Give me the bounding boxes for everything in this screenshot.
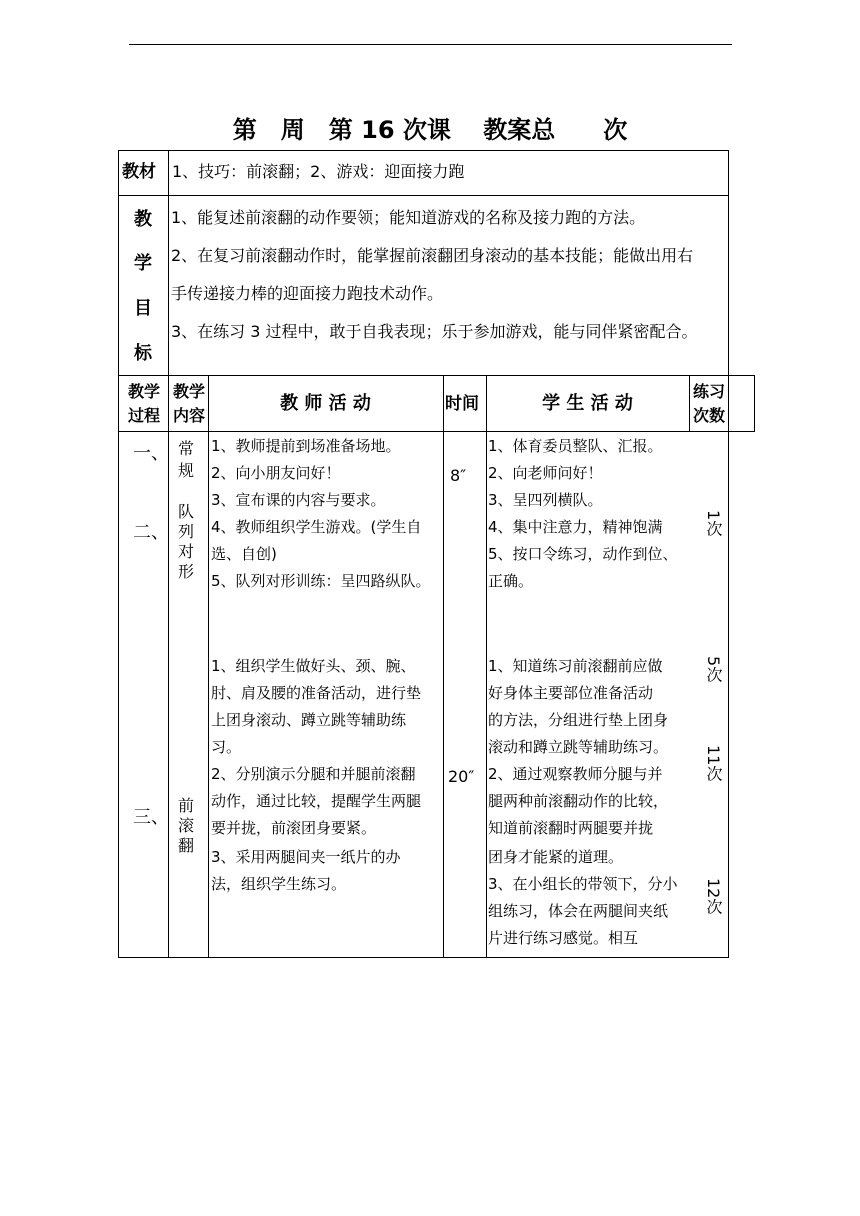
header-extra-cell xyxy=(728,375,755,432)
objective-line: 1、能复述前滚翻的动作要领；能知道游戏的名称及接力跑的方法。 xyxy=(171,208,646,227)
student-line: 3、呈四列横队。 xyxy=(488,491,603,509)
content-char: 列 xyxy=(178,522,195,541)
objectives-label-2: 学 xyxy=(134,253,152,274)
header-content: 教学内容 xyxy=(172,382,205,425)
student-line: 知道前滚翻时两腿要并拢 xyxy=(488,819,654,837)
teacher-line: 2、分别演示分腿和并腿前滚翻 xyxy=(211,765,416,783)
content-char: 队 xyxy=(178,502,195,521)
time-value: 20″ xyxy=(448,767,475,786)
practice-count: 12次 xyxy=(704,878,723,915)
header-teacher: 教 师 活 动 xyxy=(280,393,371,414)
header-process: 教学过程 xyxy=(127,382,160,425)
objectives-divider xyxy=(168,195,169,376)
teacher-line: 1、组织学生做好头、颈、腕、 xyxy=(211,657,416,675)
student-line: 2、向老师问好！ xyxy=(488,464,603,482)
student-line: 4、集中注意力，精神饱满 xyxy=(488,518,663,536)
header-rule xyxy=(129,44,732,45)
teacher-line: 法，组织学生练习。 xyxy=(211,875,347,893)
header-row-divider xyxy=(118,431,755,432)
content-char: 规 xyxy=(178,461,195,480)
teacher-line: 4、教师组织学生游戏。(学生自 xyxy=(211,518,422,536)
page-title: 第 周 第 16 次课 教案总 次 xyxy=(232,116,628,144)
objectives-label-4: 标 xyxy=(134,343,152,364)
col-divider xyxy=(443,375,444,958)
student-line: 正确。 xyxy=(488,572,534,590)
time-value: 8″ xyxy=(450,466,467,485)
student-line: 1、知道练习前滚翻前应做 xyxy=(488,657,663,675)
header-count: 练习次数 xyxy=(692,382,725,425)
teacher-line: 选、自创) xyxy=(211,545,277,563)
objectives-label-1: 教 xyxy=(134,209,152,230)
student-line: 片进行练习感觉。相互 xyxy=(488,929,639,947)
content-char: 对 xyxy=(178,542,195,561)
student-line: 3、在小组长的带领下，分小 xyxy=(488,875,678,893)
teacher-line: 3、采用两腿间夹一纸片的办 xyxy=(211,848,401,866)
teacher-line: 肘、肩及腰的准备活动，进行垫 xyxy=(211,684,422,702)
process-step-2: 二、 xyxy=(133,522,169,543)
practice-count: 5次 xyxy=(704,656,723,683)
col-divider xyxy=(208,375,209,958)
teacher-line: 要并拢，前滚团身要紧。 xyxy=(211,819,377,837)
header-time: 时间 xyxy=(445,394,479,414)
col-divider xyxy=(486,375,487,958)
content-char: 滚 xyxy=(178,816,195,835)
content-char: 翻 xyxy=(178,836,195,855)
student-line: 腿两种前滚翻动作的比较， xyxy=(488,792,669,810)
teacher-line: 习。 xyxy=(211,738,242,756)
student-line: 5、按口令练习，动作到位、 xyxy=(488,545,678,563)
teacher-line: 5、队列对形训练：呈四路纵队。 xyxy=(211,572,431,590)
header-student: 学 生 活 动 xyxy=(542,393,633,414)
material-label: 教材 xyxy=(122,162,156,182)
teacher-line: 3、宣布课的内容与要求。 xyxy=(211,491,386,509)
material-divider xyxy=(168,150,169,196)
process-step-1: 一、 xyxy=(133,443,169,464)
teacher-line: 动作，通过比较，提醒学生两腿 xyxy=(211,792,422,810)
student-line: 滚动和蹲立跳等辅助练习。 xyxy=(488,738,669,756)
objective-line: 3、在练习 3 过程中，敢于自我表现；乐于参加游戏，能与同伴紧密配合。 xyxy=(171,322,698,341)
objectives-label-3: 目 xyxy=(134,298,152,319)
practice-count: 1次 xyxy=(704,510,723,537)
student-line: 团身才能紧的道理。 xyxy=(488,848,624,866)
objective-line: 2、在复习前滚翻动作时，能掌握前滚翻团身滚动的基本技能；能做出用右 xyxy=(171,246,694,265)
student-line: 组练习，体会在两腿间夹纸 xyxy=(488,902,669,920)
content-char: 常 xyxy=(178,439,195,458)
student-line: 好身体主要部位准备活动 xyxy=(488,684,654,702)
content-char: 形 xyxy=(178,562,195,581)
practice-count: 11次 xyxy=(704,745,723,782)
student-line: 2、通过观察教师分腿与并 xyxy=(488,765,663,783)
material-text: 1、技巧：前滚翻；2、游戏：迎面接力跑 xyxy=(172,162,465,181)
student-line: 1、体育委员整队、汇报。 xyxy=(488,437,663,455)
student-line: 的方法，分组进行垫上团身 xyxy=(488,711,669,729)
teacher-line: 上团身滚动、蹲立跳等辅助练 xyxy=(211,711,407,729)
teacher-line: 1、教师提前到场准备场地。 xyxy=(211,437,401,455)
content-char: 前 xyxy=(178,796,195,815)
teacher-line: 2、向小朋友问好！ xyxy=(211,464,341,482)
objective-line: 手传递接力棒的迎面接力跑技术动作。 xyxy=(171,284,444,303)
process-step-3: 三、 xyxy=(133,807,169,828)
